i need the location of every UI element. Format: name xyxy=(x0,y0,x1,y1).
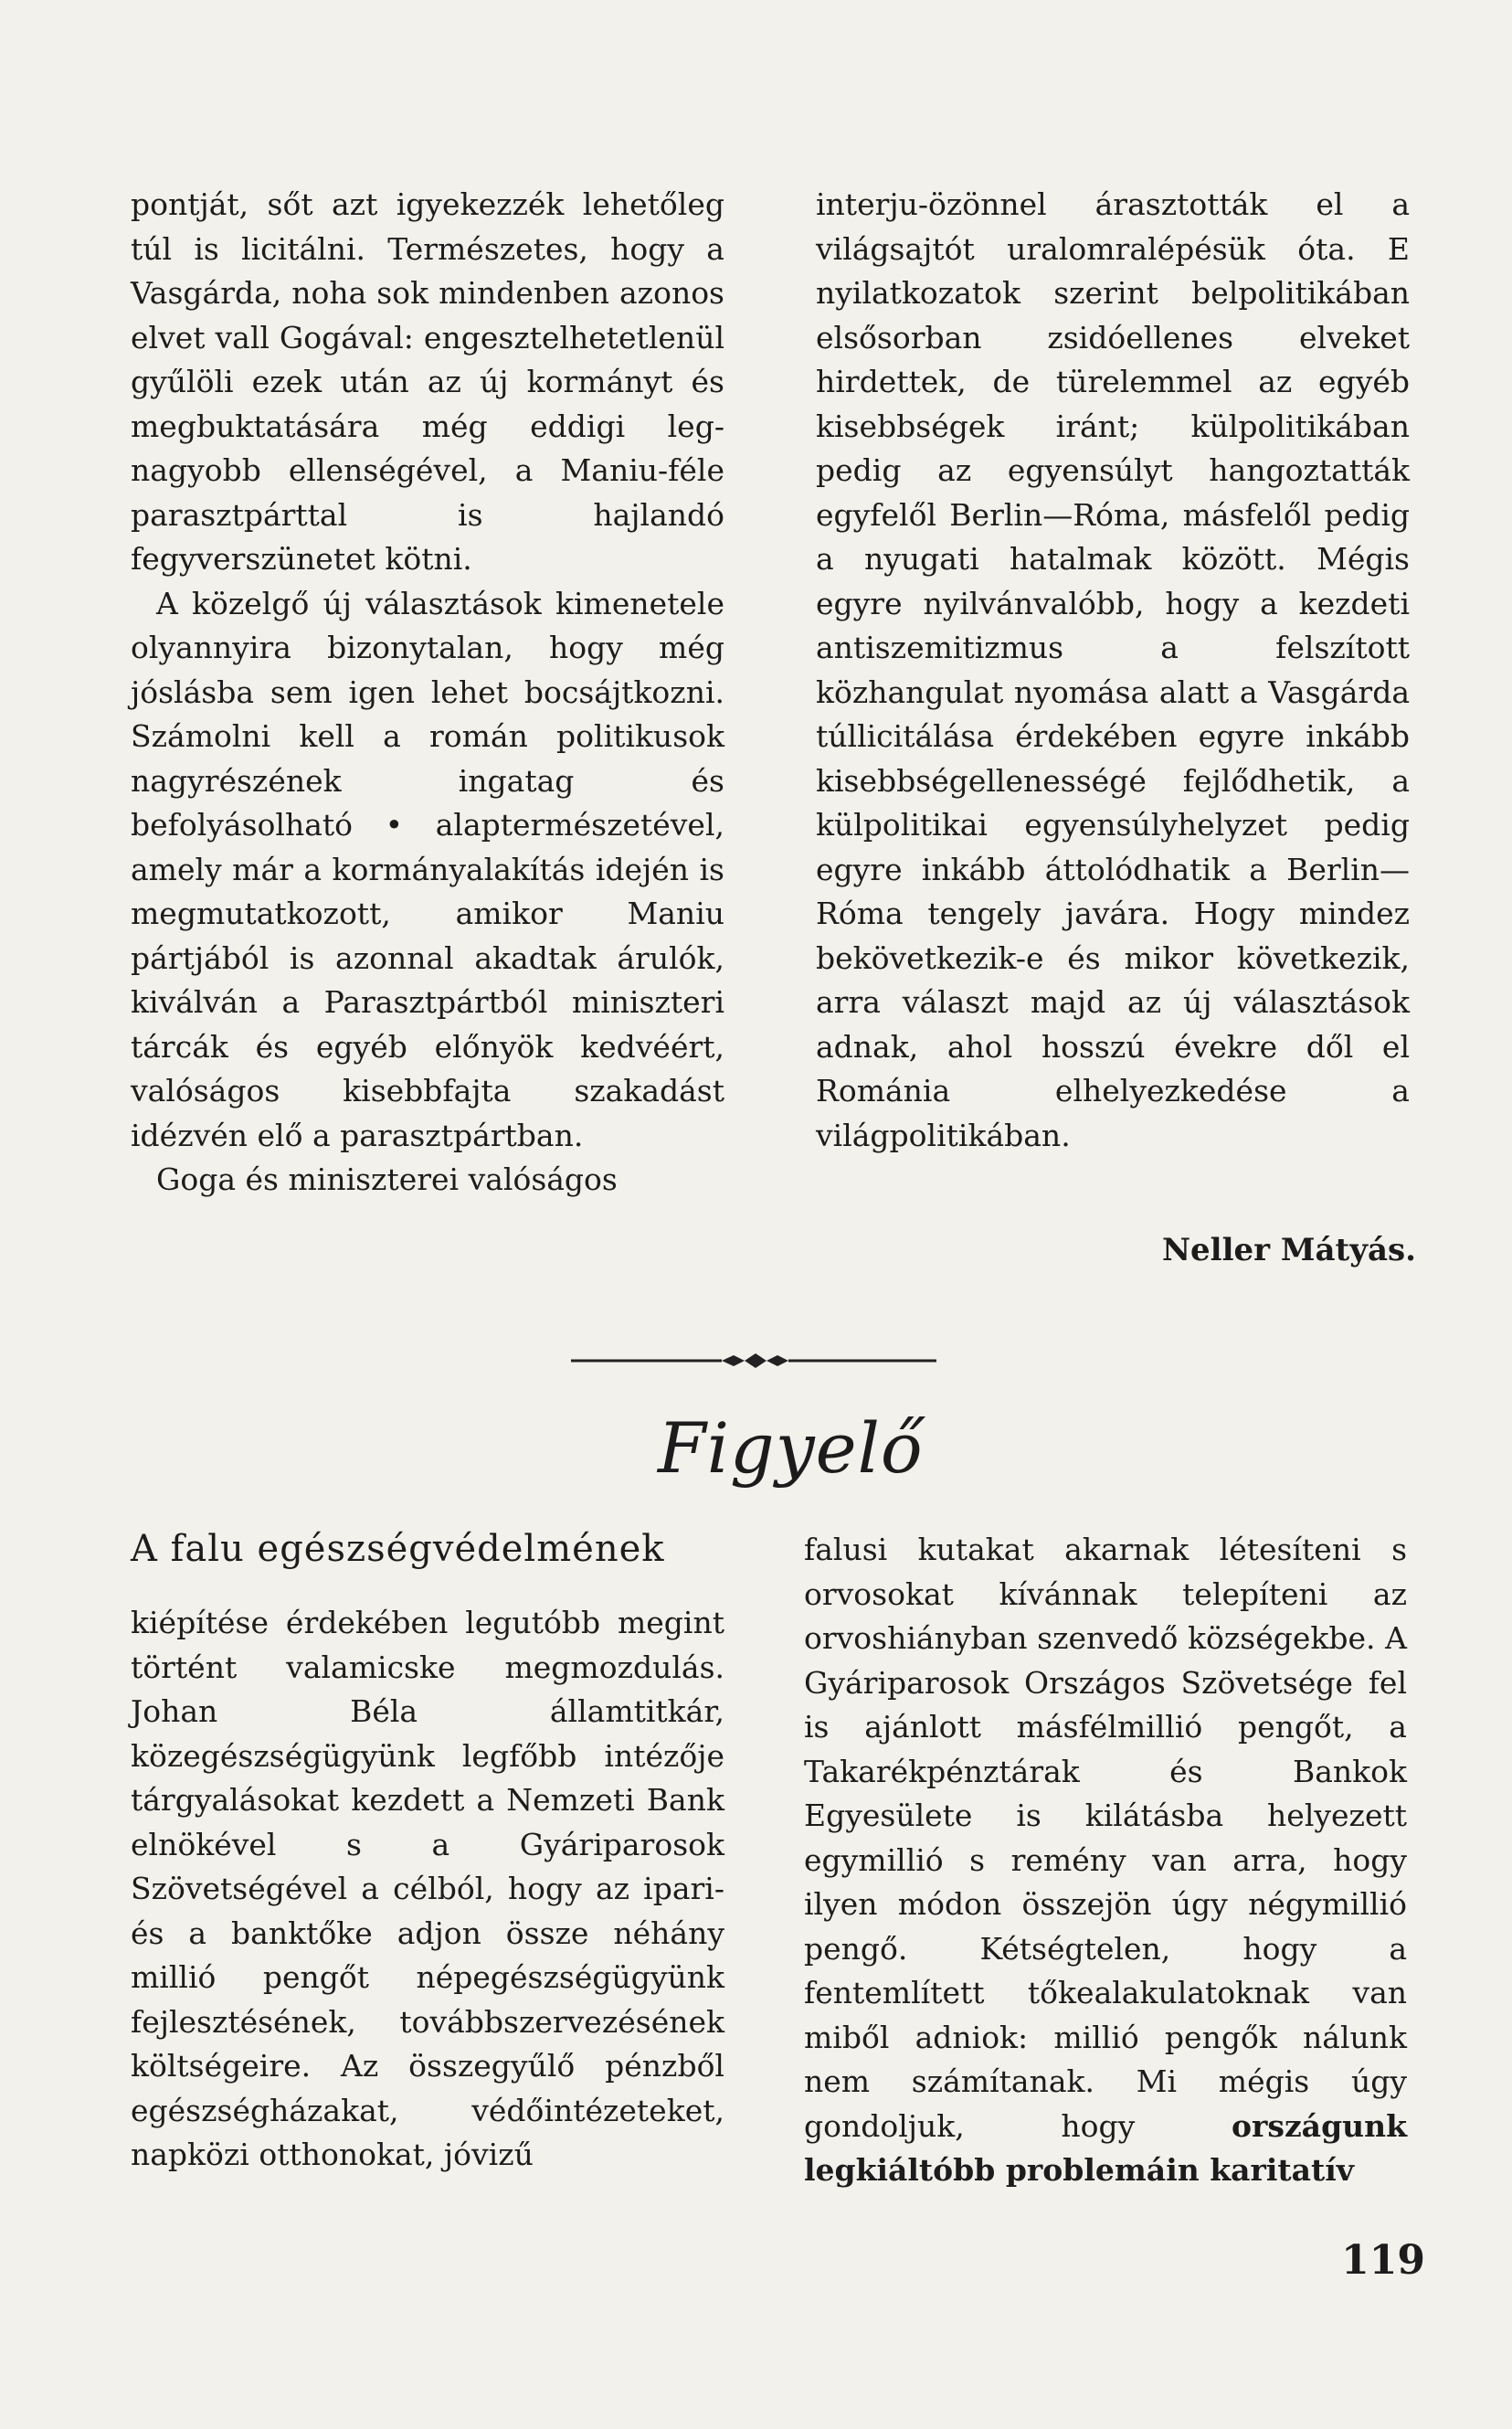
paragraph-text: falusi kutakat akarnak létesíteni s orvosokat kívánnak telepíteni az orvoshiányban szenvedő községekbe. A Gyáriparosok Országos Szövetsége fel is ajánlott másfélmillió pengőt, a Takarékpénztárak és Bankok Egyesülete is kilátásba helyezett egymillió s remény van arra, hogy ilyen módon összejön úgy négymillió pengő. Kétségtelen, hogy a fentemlített tőkealakulatoknak van miből adniok: millió pengők nálunk nem számítanak. Mi mégis úgy gondoljuk, hogy xyxy=(804,1532,1407,2144)
paragraph xyxy=(804,1528,1407,2193)
paragraph: Goga és miniszterei valóságos xyxy=(156,1161,618,1197)
paragraph: pontját, sőt azt igyekezzék lehetőleg túl is licitálni. Természetes, hogy a Vasgárda, noha sok mindenben azonos elvet vall Gogával: engesztelhetetlenül gyűlöli ezek után az új kormányt és megbuktatására még eddigi leg-nagyobb ellenségével, a Maniu-féle parasztpárttal is hajlandó fegyverszünetet kötni. xyxy=(131,186,724,577)
emphasized-text: országunk legkiáltóbb problemáin karitatív xyxy=(804,2107,1407,2188)
ornament-divider xyxy=(571,1351,936,1371)
author-signature: Neller Mátyás. xyxy=(1161,1232,1416,1268)
section-title: Figyelő xyxy=(658,1407,924,1489)
article-column-bottom-right xyxy=(804,1528,1407,2193)
paragraph: A közelgő új választások kimenetele olyannyira bizonytalan, hogy még jóslásba sem igen lehet bocsájtkozni. Számolni kell a román politikusok nagyrészének ingatag és befolyásolható • alaptermészetével, amely már a kormányalakítás idején is megmutatkozott, amikor Maniu pártjából is azonnal akadtak árulók, kiválván a Parasztpártból miniszteri tárcák és egyéb előnyök kedvéért, valóságos kisebbfajta szakadást idézvén elő a parasztpártban. xyxy=(131,585,724,1153)
page-number: 119 xyxy=(1341,2237,1425,2284)
paragraph: kiépítése érdekében legutóbb megint történt valamicske megmozdulás. Johan Béla államtitkár, közegészségügyünk legfőbb intézője tárgyalásokat kezdett a Nemzeti Bank elnökével s a Gyáriparosok Szövetségével a célból, hogy az ipari- és a banktőke adjon össze néhány millió pengőt népegészségügyünk fejlesztésének, továbbszervezésének költségeire. Az összegyűlő pénzből egészségházakat, védőintézeteket, napközi otthonokat, jóvizű xyxy=(131,1605,724,2172)
article-heading: A falu egészségvédelmének xyxy=(131,1528,665,1570)
paragraph: interju-özönnel árasztották el a világsajtót uralomralépésük óta. E nyilatkozatok szerint belpolitikában elsősorban zsidóellenes elveket hirdettek, de türelemmel az egyéb kisebbségek iránt; külpolitikában pedig az egyensúlyt hangoztatták egyfelől Berlin—Róma, másfelől pedig a nyugati hatalmak között. Mégis egyre nyilvánvalóbb, hogy a kezdeti antiszemitizmus a felszított közhangulat nyomása alatt a Vasgárda túllicitálása érdekében egyre inkább kisebbségellenességé fejlődhetik, a külpolitikai egyensúlyhelyzet pedig egyre inkább áttolódhatik a Berlin—Róma tengely javára. Hogy mindez bekövetkezik-e és mikor következik, arra választ majd az új választások adnak, ahol hosszú évekre dől el Románia elhelyezkedése a világpolitikában. xyxy=(816,186,1410,1153)
article-column-top-left xyxy=(131,183,724,1203)
article-column-bottom-left xyxy=(131,1601,724,2178)
article-column-top-right xyxy=(816,183,1410,1158)
